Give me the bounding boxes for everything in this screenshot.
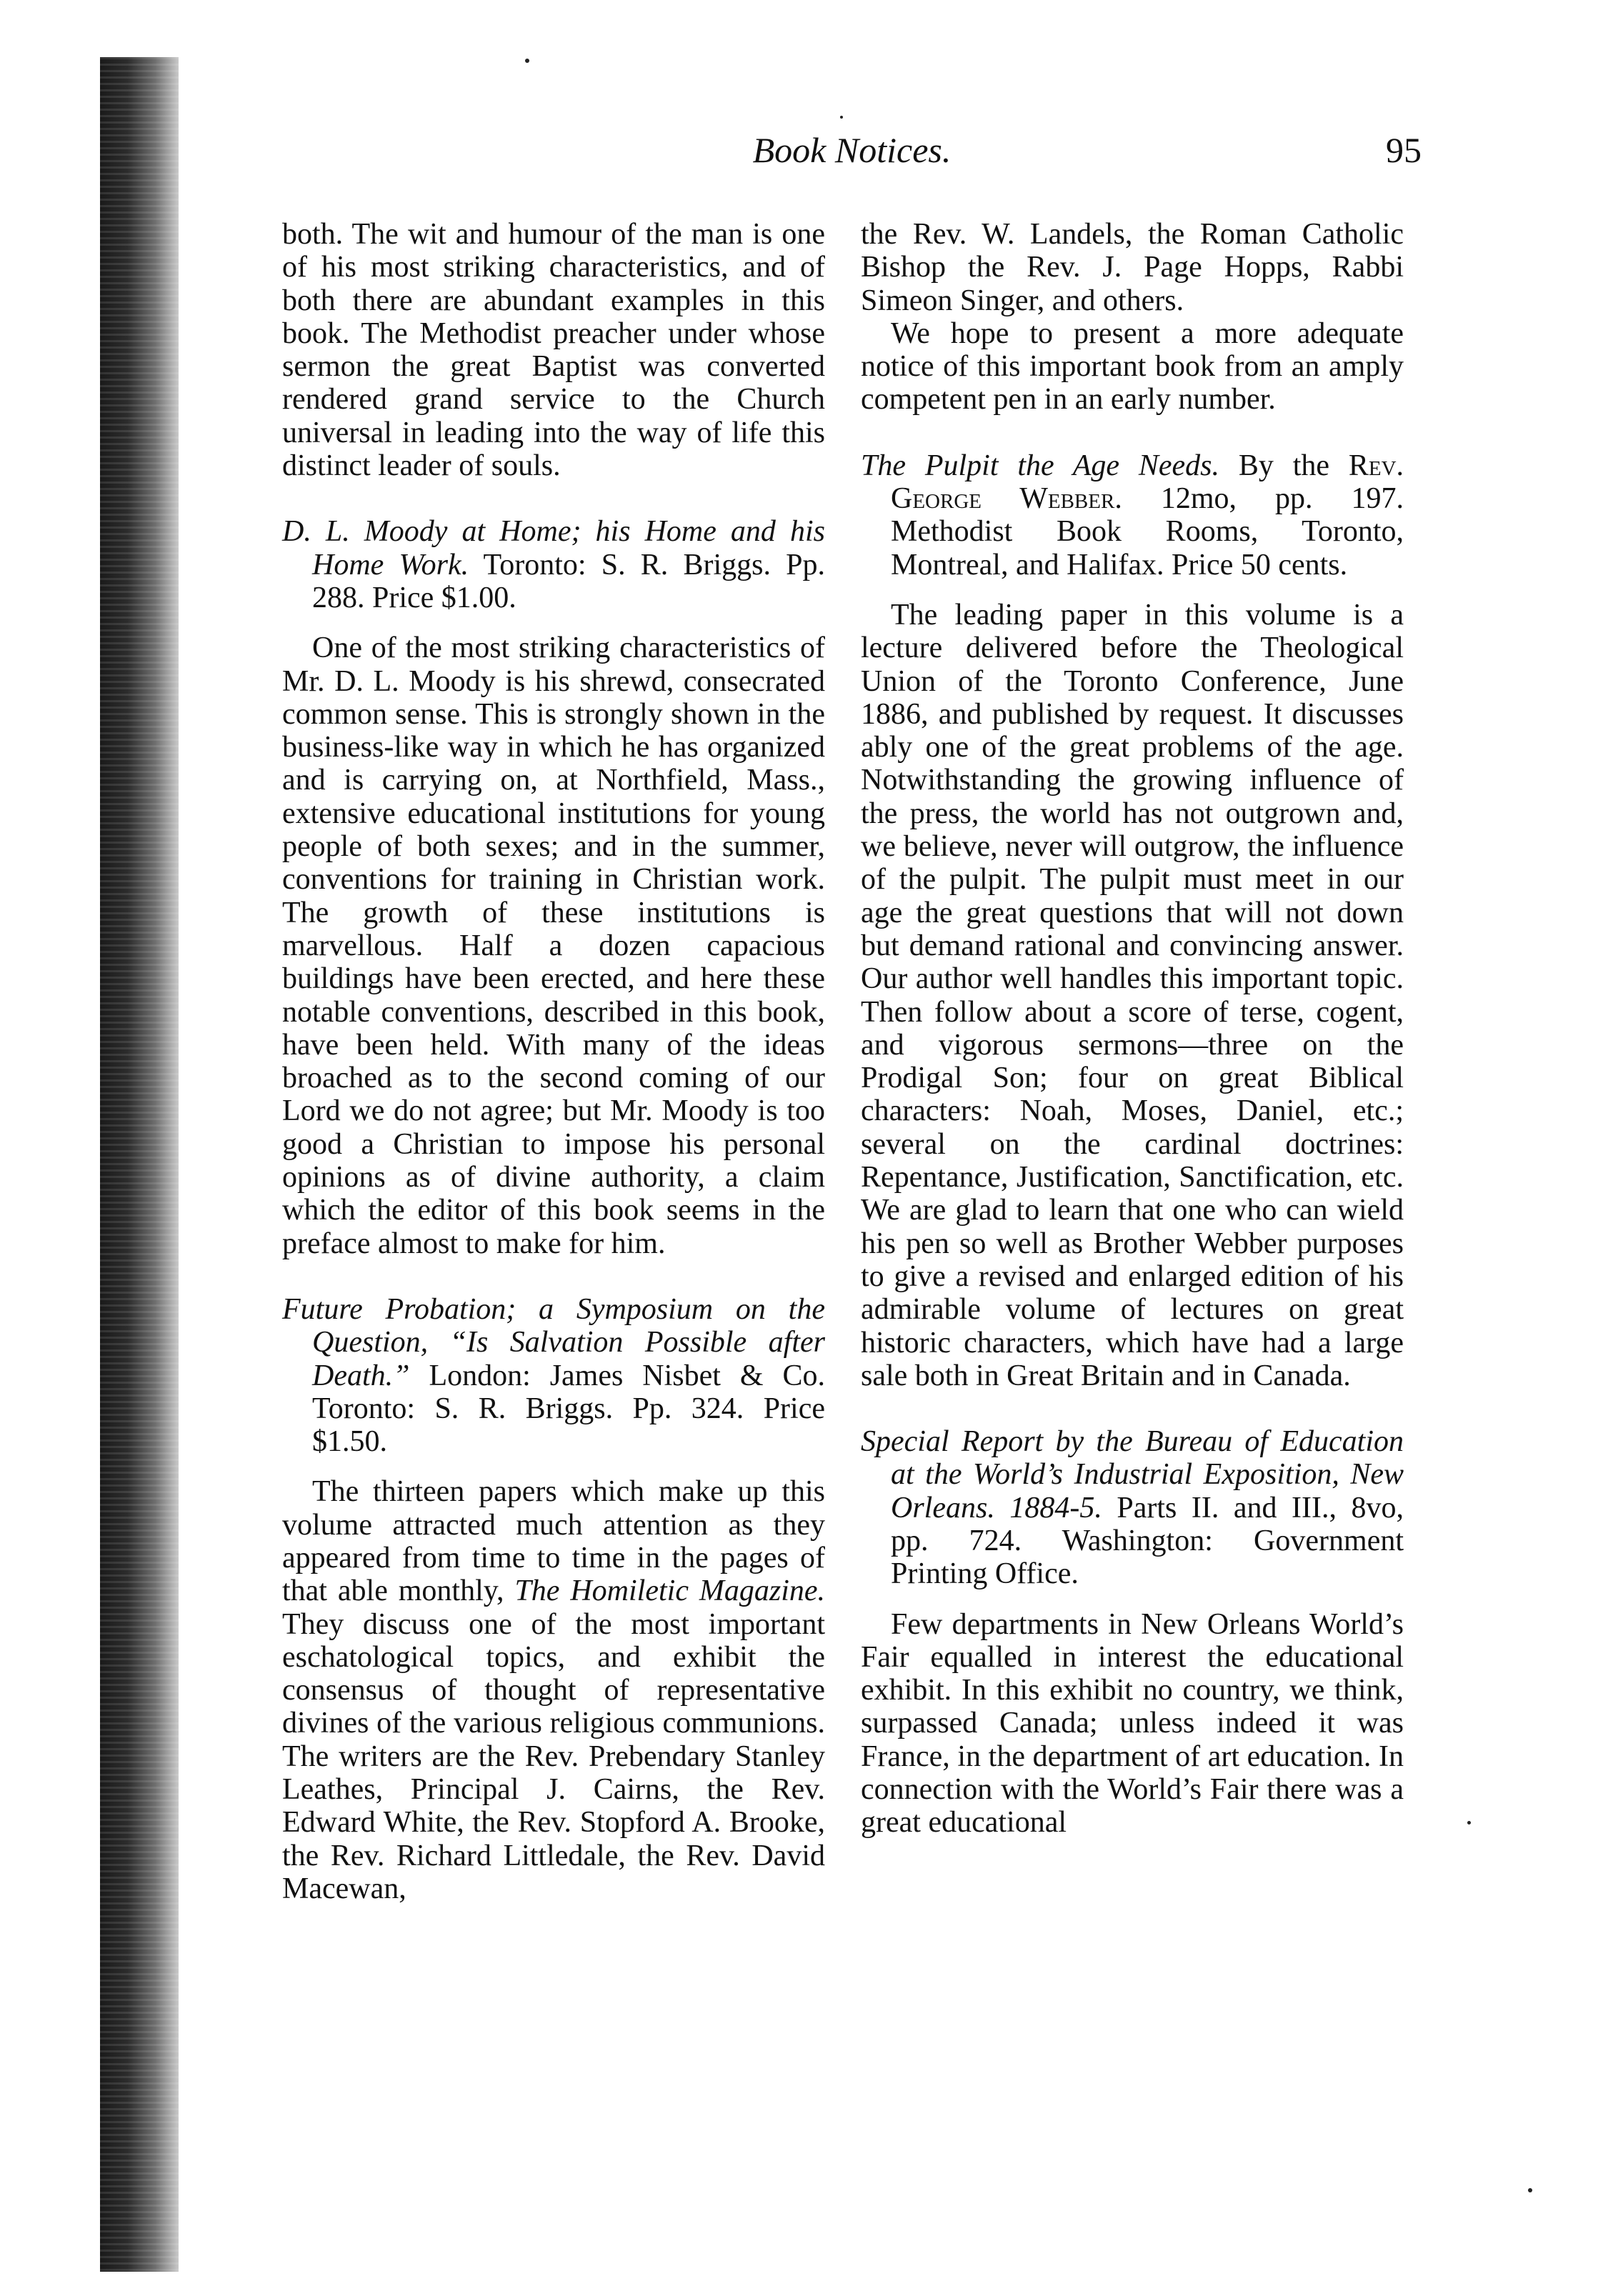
- review-paragraph: The leading paper in this volume is a lecture delivered before the Theological Union of the Toronto Conference, June 1886, and published by request. It discusses ably one of the great problems of the age. Notwithstanding the growing influence of the press, the world has not outgrown and, we believe, never will outgrow, the influence of the pulpit. The pulpit must meet in our age the great questions that will not down but demand rational and convincing answer. Our author well handles this important topic. Then follow about a score of terse, cogent, and vigorous sermons—three on the Prodigal Son; four on great Biblical characters: Noah, Moses, Daniel, etc.; several on the cardinal doctrines: Repentance, Justification, Sanctification, etc. We are glad to learn that one who can wield his pen so well as Brother Webber purposes to give a revised and enlarged edition of his admirable volume of lectures on great historic characters, which have had a large sale both in Great Britain and in Canada.: [861, 598, 1404, 1392]
- book-title: Special Report by the Bureau of Education at the World’s Industrial Exposition, New Orleans. 1884-5.: [861, 1425, 1404, 1524]
- review-paragraph: We hope to present a more adequate notice of this important book from an amply competent pen in an early number.: [861, 316, 1404, 416]
- book-byline: By the: [1238, 449, 1330, 482]
- magazine-title: The Homiletic Magazine.: [514, 1574, 826, 1608]
- ink-speck: [1528, 2188, 1532, 2192]
- page-header: [282, 129, 1422, 186]
- book-details: Toronto: S. R. Briggs. Pp. 288. Price $1.00.: [312, 548, 825, 614]
- book-entry-special-report: [861, 1425, 1404, 1590]
- ink-speck: [840, 116, 843, 119]
- left-column: [282, 218, 825, 1905]
- book-details: 12mo, pp. 197. Methodist Book Rooms, Toronto, Montreal, and Halifax. Price 50 cents.: [891, 482, 1404, 582]
- page-binding-edge: [100, 57, 179, 2272]
- book-details: Parts II. and III., 8vo, pp. 724. Washington: Government Printing Office.: [891, 1491, 1404, 1591]
- ink-speck: [1467, 1821, 1471, 1825]
- review-text: The thirteen papers which make up this volume attracted much attention as they appeared from time to time in the pages of that able monthly,: [282, 1475, 825, 1608]
- book-author: Rev. George Webber.: [891, 449, 1404, 516]
- review-continuation-paragraph: the Rev. W. Landels, the Roman Catholic Bishop the Rev. J. Page Hopps, Rabbi Simeon Singer, and others.: [861, 218, 1404, 317]
- right-column: [861, 218, 1404, 1840]
- review-paragraph: One of the most striking characteristics of Mr. D. L. Moody is his shrewd, consecrated common sense. This is strongly shown in the business-like way in which he has organized and is carrying on, at Northfield, Mass., extensive educational institutions for young people of both sexes; and in the summer, conventions for training in Christian work. The growth of these institutions is marvellous. Half a dozen capacious buildings have been erected, and here these notable conventions, described in this book, have been held. With many of the ideas broached as to the second coming of our Lord we do not agree; but Mr. Moody is too good a Christian to impose his personal opinions as of divine authority, a claim which the editor of this book seems in the preface almost to make for him.: [282, 632, 825, 1260]
- review-paragraph: Few departments in New Orleans World’s Fair equalled in interest the educational exhibit. In this exhibit no country, we think, surpassed Canada; unless indeed it was France, in the department of art education. In connection with the World’s Fair there was a great educational: [861, 1607, 1404, 1840]
- review-continuation-paragraph: both. The wit and humour of the man is one of his most striking characteristics, and of both there are abundant examples in this book. The Methodist preacher under whose sermon the great Baptist was converted rendered grand service to the Church universal in leading into the way of life this distinct leader of souls.: [282, 218, 825, 483]
- ink-speck: [525, 59, 529, 63]
- book-entry-moody: [282, 515, 825, 614]
- book-title: D. L. Moody at Home; his Home and his Home Work.: [282, 515, 825, 582]
- book-entry-pulpit: [861, 449, 1404, 582]
- running-title: Book Notices.: [752, 130, 952, 170]
- review-paragraph: [282, 1475, 825, 1905]
- book-details: London: James Nisbet & Co. Toronto: S. R. Briggs. Pp. 324. Price $1.50.: [312, 1359, 825, 1459]
- book-title: The Pulpit the Age Needs.: [861, 449, 1219, 482]
- review-text: They discuss one of the most important eschatological topics, and exhibit the consensus of thought of representative divines of the various religious communions. The writers are the Rev. Prebendary Stanley Leathes, Principal J. Cairns, the Rev. Edward White, the Rev. Stopford A. Brooke, the Rev. Richard Littledale, the Rev. David Macewan,: [282, 1607, 825, 1905]
- book-title: Future Probation; a Symposium on the Question, “Is Salvation Possible after Death.”: [282, 1292, 825, 1392]
- page-number: 95: [1386, 130, 1422, 170]
- book-entry-future-probation: [282, 1293, 825, 1458]
